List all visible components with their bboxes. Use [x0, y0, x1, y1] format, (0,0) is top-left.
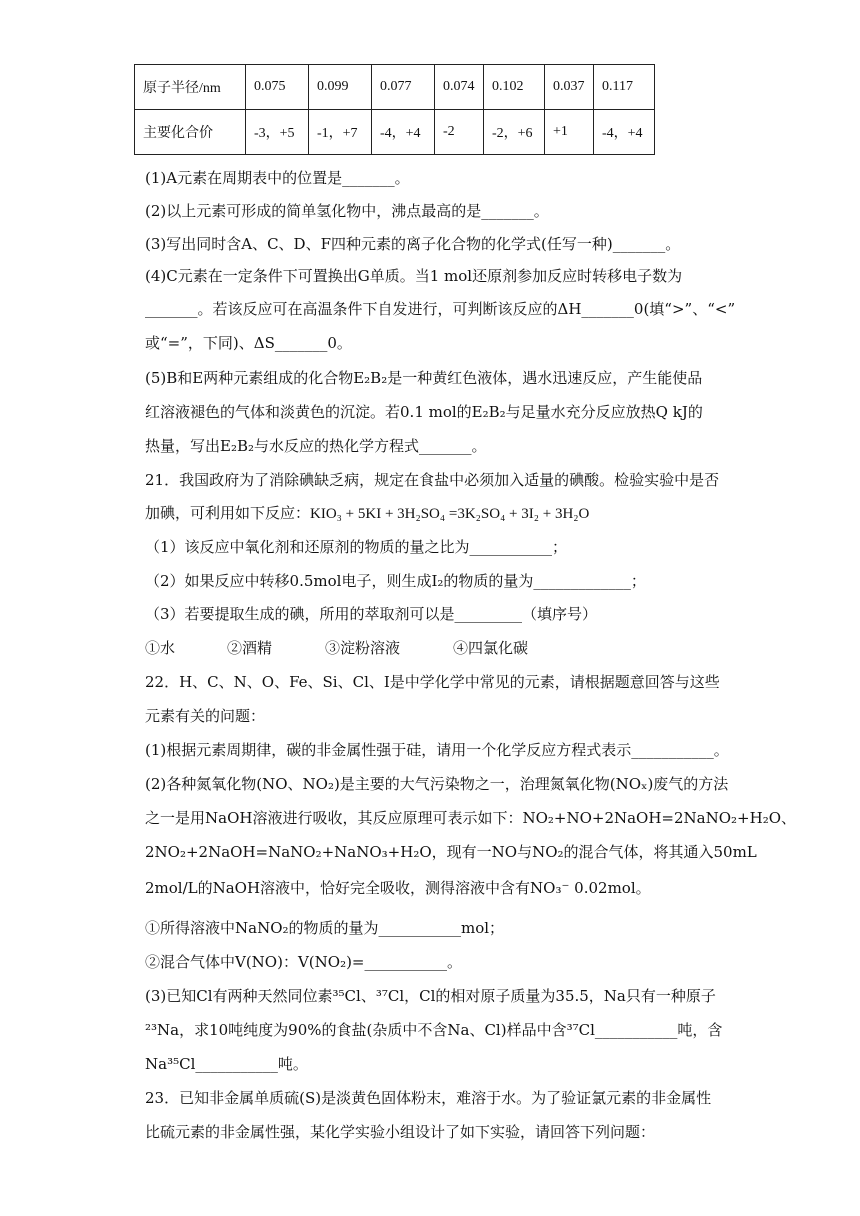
table-cell: 0.102 — [484, 65, 545, 110]
table-row — [135, 110, 655, 155]
element-property-table — [134, 64, 655, 155]
q22-part-2-line-3: 2NO₂+2NaOH=NaNO₂+NaNO₃+H₂O，现有一NO与NO₂的混合气体，将其通入50mL — [145, 843, 757, 861]
q23-stem-line-1: 23．已知非金属单质硫(S)是淡黄色固体粉末，难溶于水。为了验证氯元素的非金属性 — [145, 1089, 712, 1107]
q21-stem-prefix: 加碘，可利用如下反应： — [145, 504, 311, 522]
q20-part-5-line-1: (5)B和E两种元素组成的化合物E₂B₂是一种黄红色液体，遇水迅速反应，产生能使品 — [145, 369, 703, 387]
q20-part-4-line-2: _______。若该反应可在高温条件下自发进行，可判断该反应的ΔH_______0(填“>”、“<” — [145, 300, 736, 318]
q21-sub-1: （1）该反应中氧化剂和还原剂的物质的量之比为___________； — [145, 538, 568, 556]
table-cell: -2，+6 — [484, 110, 545, 155]
table-cell: -2 — [435, 110, 484, 155]
table-cell: 0.077 — [372, 65, 435, 110]
q20-part-3: (3)写出同时含A、C、D、F四种元素的离子化合物的化学式(任写一种)_______。 — [145, 235, 681, 253]
table-cell: +1 — [545, 110, 594, 155]
q20-part-4-line-3: 或“=”，下同)、ΔS_______0。 — [145, 334, 352, 352]
q22-stem-line-1: 22．H、C、N、O、Fe、Si、Cl、I是中学化学中常见的元素，请根据题意回答与这些 — [145, 673, 720, 691]
table-cell: 0.037 — [545, 65, 594, 110]
q22-part-3-line-2: ²³Na，求10吨纯度为90%的食盐(杂质中不含Na、Cl)样品中含³⁷Cl___________吨，含 — [145, 1021, 723, 1039]
q22-part-3-line-3: Na³⁵Cl___________吨。 — [145, 1055, 308, 1073]
table-cell: 0.074 — [435, 65, 484, 110]
q20-part-5-line-3: 热量，写出E₂B₂与水反应的热化学方程式_______。 — [145, 437, 487, 455]
q22-part-2-line-1: (2)各种氮氧化物(NO、NO₂)是主要的大气污染物之一，治理氮氧化物(NOₓ)废气的方法 — [145, 775, 729, 793]
table-cell: -3，+5 — [246, 110, 309, 155]
option-2: ②酒精 — [227, 639, 273, 657]
q22-part-1: (1)根据元素周期律，碳的非金属性强于硅，请用一个化学反应方程式表示___________。 — [145, 741, 729, 759]
q20-part-5-line-2: 红溶液褪色的气体和淡黄色的沉淀。若0.1 mol的E₂B₂与足量水充分反应放热Q kJ的 — [145, 403, 703, 421]
q22-stem-line-2: 元素有关的问题： — [145, 707, 266, 725]
option-4: ④四氯化碳 — [453, 639, 529, 657]
q22-part-2-line-4: 2mol/L的NaOH溶液中，恰好完全吸收，测得溶液中含有NO₃⁻ 0.02mol。 — [145, 879, 651, 897]
row-header: 原子半径/nm — [135, 65, 246, 110]
q21-stem-line-2 — [145, 503, 589, 524]
q21-stem-line-1: 21．我国政府为了消除碘缺乏病，规定在食盐中必须加入适量的碘酸。检验实验中是否 — [145, 471, 720, 489]
q20-part-2: (2)以上元素可形成的简单氢化物中，沸点最高的是_______。 — [145, 202, 549, 220]
table-cell: 0.075 — [246, 65, 309, 110]
table-cell: 0.099 — [309, 65, 372, 110]
q22-answer-1: ①所得溶液中NaNO₂的物质的量为___________mol； — [145, 919, 505, 937]
reaction-equation: KIO₃ + 5KI + 3H₂SO₄ =3K₂SO₄ + 3I₂ + 3H₂O — [310, 506, 590, 522]
option-3: ③淀粉溶液 — [325, 639, 401, 657]
q21-sub-3: （3）若要提取生成的碘，所用的萃取剂可以是_________（填序号） — [145, 605, 598, 623]
table-cell: -1，+7 — [309, 110, 372, 155]
q21-sub-2: （2）如果反应中转移0.5mol电子，则生成I₂的物质的量为_____________； — [145, 572, 646, 590]
table-cell: 0.117 — [594, 65, 655, 110]
row-header: 主要化合价 — [135, 110, 246, 155]
table-row — [135, 65, 655, 110]
q20-part-4-line-1: (4)C元素在一定条件下可置换出G单质。当1 mol还原剂参加反应时转移电子数为 — [145, 267, 683, 285]
q22-answer-2: ②混合气体中V(NO)：V(NO₂)=___________。 — [145, 953, 463, 971]
table-cell: -4，+4 — [372, 110, 435, 155]
q22-part-2-line-2: 之一是用NaOH溶液进行吸收，其反应原理可表示如下：NO₂+NO+2NaOH=2NaNO₂+H₂O、 — [145, 809, 797, 827]
option-1: ①水 — [145, 639, 176, 657]
q23-stem-line-2: 比硫元素的非金属性强，某化学实验小组设计了如下实验，请回答下列问题： — [145, 1123, 656, 1141]
q20-part-1: (1)A元素在周期表中的位置是_______。 — [145, 169, 410, 187]
q22-part-3-line-1: (3)已知Cl有两种天然同位素³⁵Cl、³⁷Cl，Cl的相对原子质量为35.5，Na只有一种原子 — [145, 987, 716, 1005]
table-cell: -4，+4 — [594, 110, 655, 155]
